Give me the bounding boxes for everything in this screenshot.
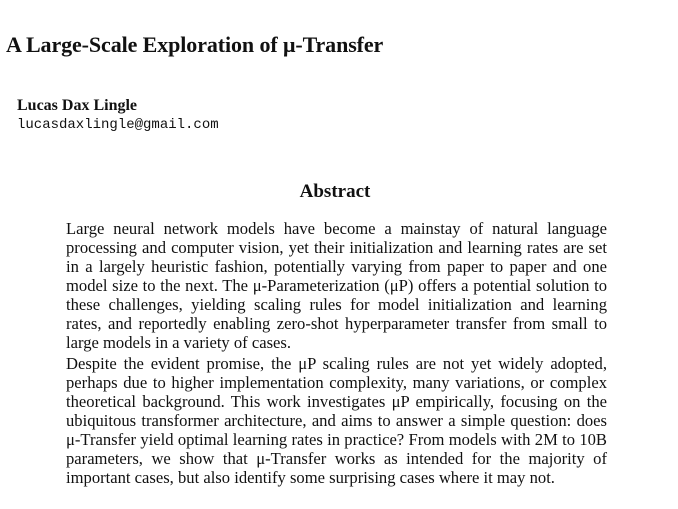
author-email: lucasdaxlingle@gmail.com xyxy=(17,117,219,133)
abstract-paragraph-1: Large neural network models have become a mainstay of natural language processing and computer vision, yet their initialization and learning rates are set in a largely heuristic fashion, potentially varying from paper to paper and one model size to the next. The μ-Parameterization (μP) offers a potential solution to these challenges, yielding scaling rules for model initialization and learning rates, and reportedly enabling zero-shot hyperparameter transfer from small to large models in a variety of cases. xyxy=(66,219,607,352)
abstract-paragraph-2: Despite the evident promise, the μP scaling rules are not yet widely adopted, perhaps due to higher implementation complexity, many variations, or complex theoretical background. This work investigates μP empirically, focusing on the ubiquitous transformer architecture, and aims to answer a simple question: does μ-Transfer yield optimal learning rates in practice? From models with 2M to 10B parameters, we show that μ-Transfer works as intended for the majority of important cases, but also identify some surprising cases where it may not. xyxy=(66,354,607,487)
abstract-body xyxy=(66,219,607,487)
author-name: Lucas Dax Lingle xyxy=(17,97,138,114)
paper-title: A Large-Scale Exploration of μ-Transfer xyxy=(6,32,384,57)
abstract-heading: Abstract xyxy=(299,181,371,202)
